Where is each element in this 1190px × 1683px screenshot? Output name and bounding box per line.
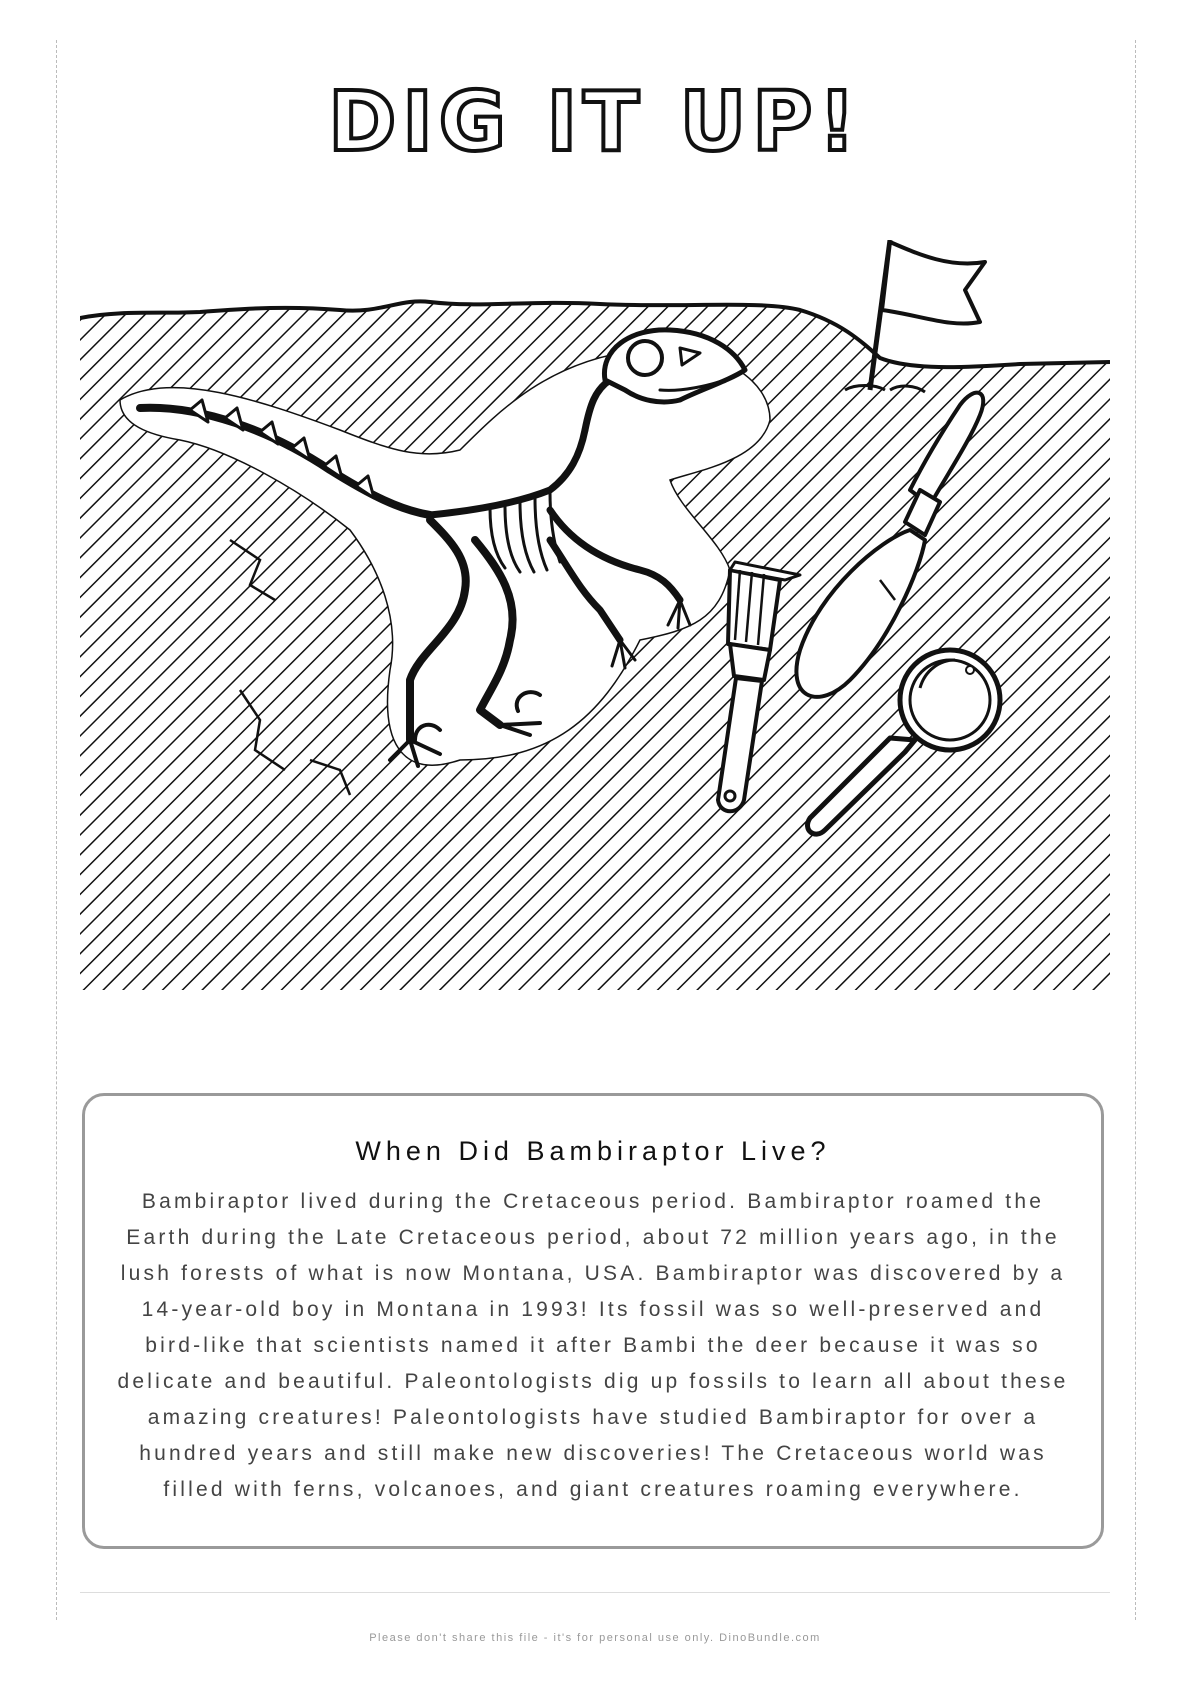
- footer-note: Please don't share this file - it's for personal use only. DinoBundle.com: [369, 1632, 821, 1644]
- info-heading: When Did Bambiraptor Live?: [355, 1136, 831, 1166]
- info-body: Bambiraptor lived during the Cretaceous period. Bambiraptor roamed the Earth during the Late Cretaceous period, about 72 million years ago, in the lush forests of what is now Montana, USA. Bambiraptor was discovered by a 14-year-old boy in Montana in 1993! Its fossil was so well-preserved and bird-like that scientists named it after Bambi the deer because it was so delicate and beautiful. Paleontologists dig up fossils to learn all about these amazing creatures! Paleontologists have studied Bambiraptor for over a hundred years and still make new discoveries! The Cretaceous world was filled with ferns, volcanoes, and giant creatures roaming everywhere.: [117, 1190, 1069, 1501]
- fossil-dig-illustration: [80, 240, 1110, 990]
- footer-divider: [80, 1592, 1110, 1593]
- info-panel: [82, 1093, 1104, 1549]
- page-title: DIG IT UP!: [328, 75, 862, 170]
